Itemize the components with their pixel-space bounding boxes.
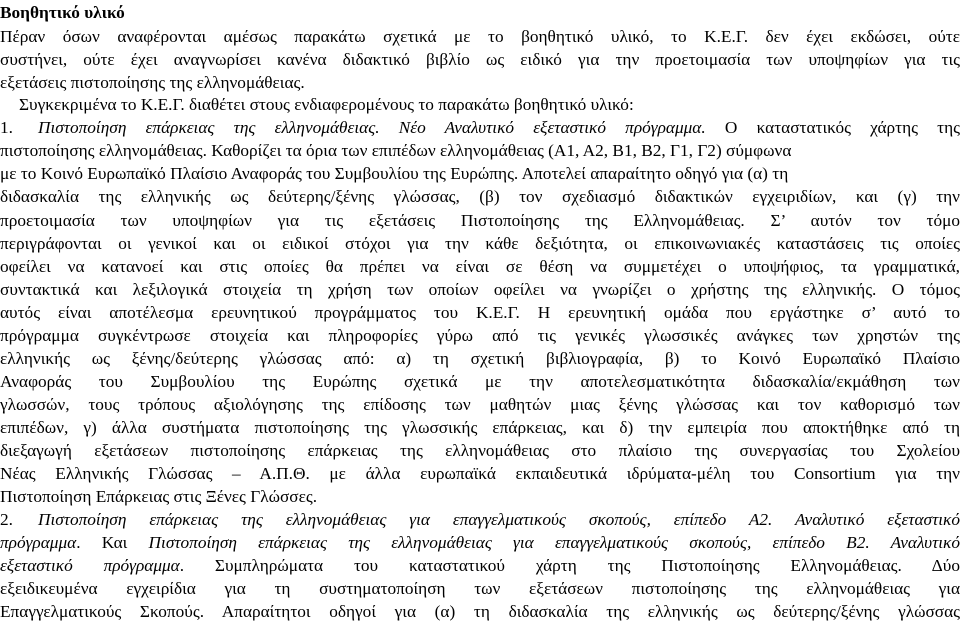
item1-line-12: Αναφοράς του Συμβουλίου της Ευρώπης σχετικά με την αποτελεσματικότητα διδασκαλία/εκμάθηση των: [0, 372, 960, 391]
item1-line-4: διδασκαλία της ελληνικής ως δεύτερης/ξένης γλώσσας, (β) τον σχεδιασμό διδακτικών εγχειριδίων, και (γ) την: [0, 187, 960, 206]
item1-line-13: γλωσσών, τους τρόπους αξιολόγησης της επίδοσης των μαθητών μιας ξένης γλώσσας και τον καθορισμό των: [0, 395, 960, 414]
item1-line-6: περιγράφονται οι γενικοί και οι ειδικοί στόχοι για την κάθε δεξιότητα, οι επικοινωνιακές καταστάσεις τις οποίες: [0, 234, 960, 253]
item1-line-9: αυτός είναι αποτέλεσμα ερευνητικού προγράμματος του Κ.Ε.Γ. Η ερευνητική ομάδα που εργάστηκε σ’ αυτό το: [0, 303, 960, 322]
intro-line-3: εξετάσεις πιστοποίησης της ελληνομάθειας.: [0, 73, 305, 92]
item2-line-2: πρόγραμμα. Και Πιστοποίηση επάρκειας της ελληνομάθειας για επαγγελματικούς σκοπούς, επίπεδο Β2. Αναλυτικό: [0, 533, 960, 552]
item1-line-17: Πιστοποίηση Επάρκειας στις Ξένες Γλώσσες.: [0, 487, 318, 506]
section-heading: Βοηθητικό υλικό: [0, 3, 125, 22]
item1-line-8: συντακτικά και λεξιλογικά στοιχεία τη χρήση των οποίων οφείλει να γνωρίζει ο χρήστης της ελληνικής. Ο τόμος: [0, 280, 960, 299]
item1-line-14: επιπέδων, γ) άλλα συστήματα πιστοποίησης της γλωσσικής επάρκειας, και δ) την εμπειρία που αποκτήθηκε από τη: [0, 418, 960, 437]
intro-line-1: Πέραν όσων αναφέρονται αμέσως παρακάτω σχετικά με το βοηθητικό υλικό, το Κ.Ε.Γ. δεν έχει εκδώσει, ούτε: [0, 27, 960, 46]
item1-line-16: Νέας Ελληνικής Γλώσσας – Α.Π.Θ. με άλλα ευρωπαϊκά εκπαιδευτικά ιδρύματα-μέλη του Consortium για την: [0, 464, 960, 483]
list-number: 2.: [0, 510, 13, 529]
item1-line-11: ελληνικής ως ξένης/δεύτερης γλώσσας από: α) τη σχετική βιβλιογραφία, β) το Κοινό Ευρωπαϊκό Πλαίσιο: [0, 349, 960, 368]
item1-line-3: με το Κοινό Ευρωπαϊκό Πλαίσιο Αναφοράς του Συμβουλίου της Ευρώπης. Αποτελεί απαραίτητο οδηγό για (α) τη: [0, 164, 789, 183]
book-title: Πιστοποίηση επάρκειας της ελληνομάθειας για επαγγελματικούς σκοπούς, επίπεδο Α2. Αναλυτικό εξεταστικό: [38, 510, 960, 529]
list-number: 1.: [0, 118, 13, 137]
intro-line-2: συστήνει, ούτε έχει αναγνωρίσει κανένα διδακτικό βιβλίο ως ειδικό για την προετοιμασία των υποψηφίων για τις: [0, 50, 960, 69]
list-item-1-first-line: Πιστοποίηση επάρκειας της ελληνομάθειας. Νέο Αναλυτικό εξεταστικό πρόγραμμα. Ο καταστατικός χάρτης της: [38, 118, 960, 137]
intro-line-4: Συγκεκριμένα το Κ.Ε.Γ. διαθέτει στους ενδιαφερομένους το παρακάτω βοηθητικό υλικό:: [19, 95, 634, 114]
item2-line-5: Επαγγελματικούς Σκοπούς. Απαραίτητοι οδηγοί για (α) τη διδασκαλία της ελληνικής ως δεύτερης/ξένης γλώσσας: [0, 602, 960, 621]
item1-line-15: διεξαγωγή εξετάσεων πιστοποίησης επάρκειας της ελληνομάθειας στο πλαίσιο της συνεργασίας του Σχολείου: [0, 441, 960, 460]
item2-line-3: εξεταστικό πρόγραμμα. Συμπληρώματα του καταστατικού χάρτη της Πιστοποίησης Ελληνομάθειας. Δύο: [0, 556, 960, 575]
book-title: Πιστοποίηση επάρκειας της ελληνομάθειας. Νέο Αναλυτικό εξεταστικό πρόγραμμα.: [38, 118, 706, 137]
item1-line-5: προετοιμασία των υποψηφίων για τις εξετάσεις Πιστοποίησης της Ελληνομάθειας. Σ’ αυτόν τον τόμο: [0, 211, 960, 230]
item2-line-4: εξειδικευμένα εγχειρίδια για τη συστηματοποίηση των εξετάσεων πιστοποίησης της ελληνομάθειας για: [0, 579, 960, 598]
item1-line-2: πιστοποίησης ελληνομάθειας. Καθορίζει τα όρια των επιπέδων ελληνομάθειας (Α1, Α2, Β1, Β2, Γ1, Γ2) σύμφωνα: [0, 141, 792, 160]
item1-line-7: οφείλει να κατανοεί και στις οποίες θα πρέπει να είναι σε θέση να συμμετέχει ο υποψήφιος, τα γραμματικά,: [0, 257, 960, 276]
item1-line-10: πρόγραμμα συγκέντρωσε στοιχεία και πληροφορίες γύρω από τις γενικές γλωσσικές ανάγκες των χρηστών της: [0, 326, 960, 345]
